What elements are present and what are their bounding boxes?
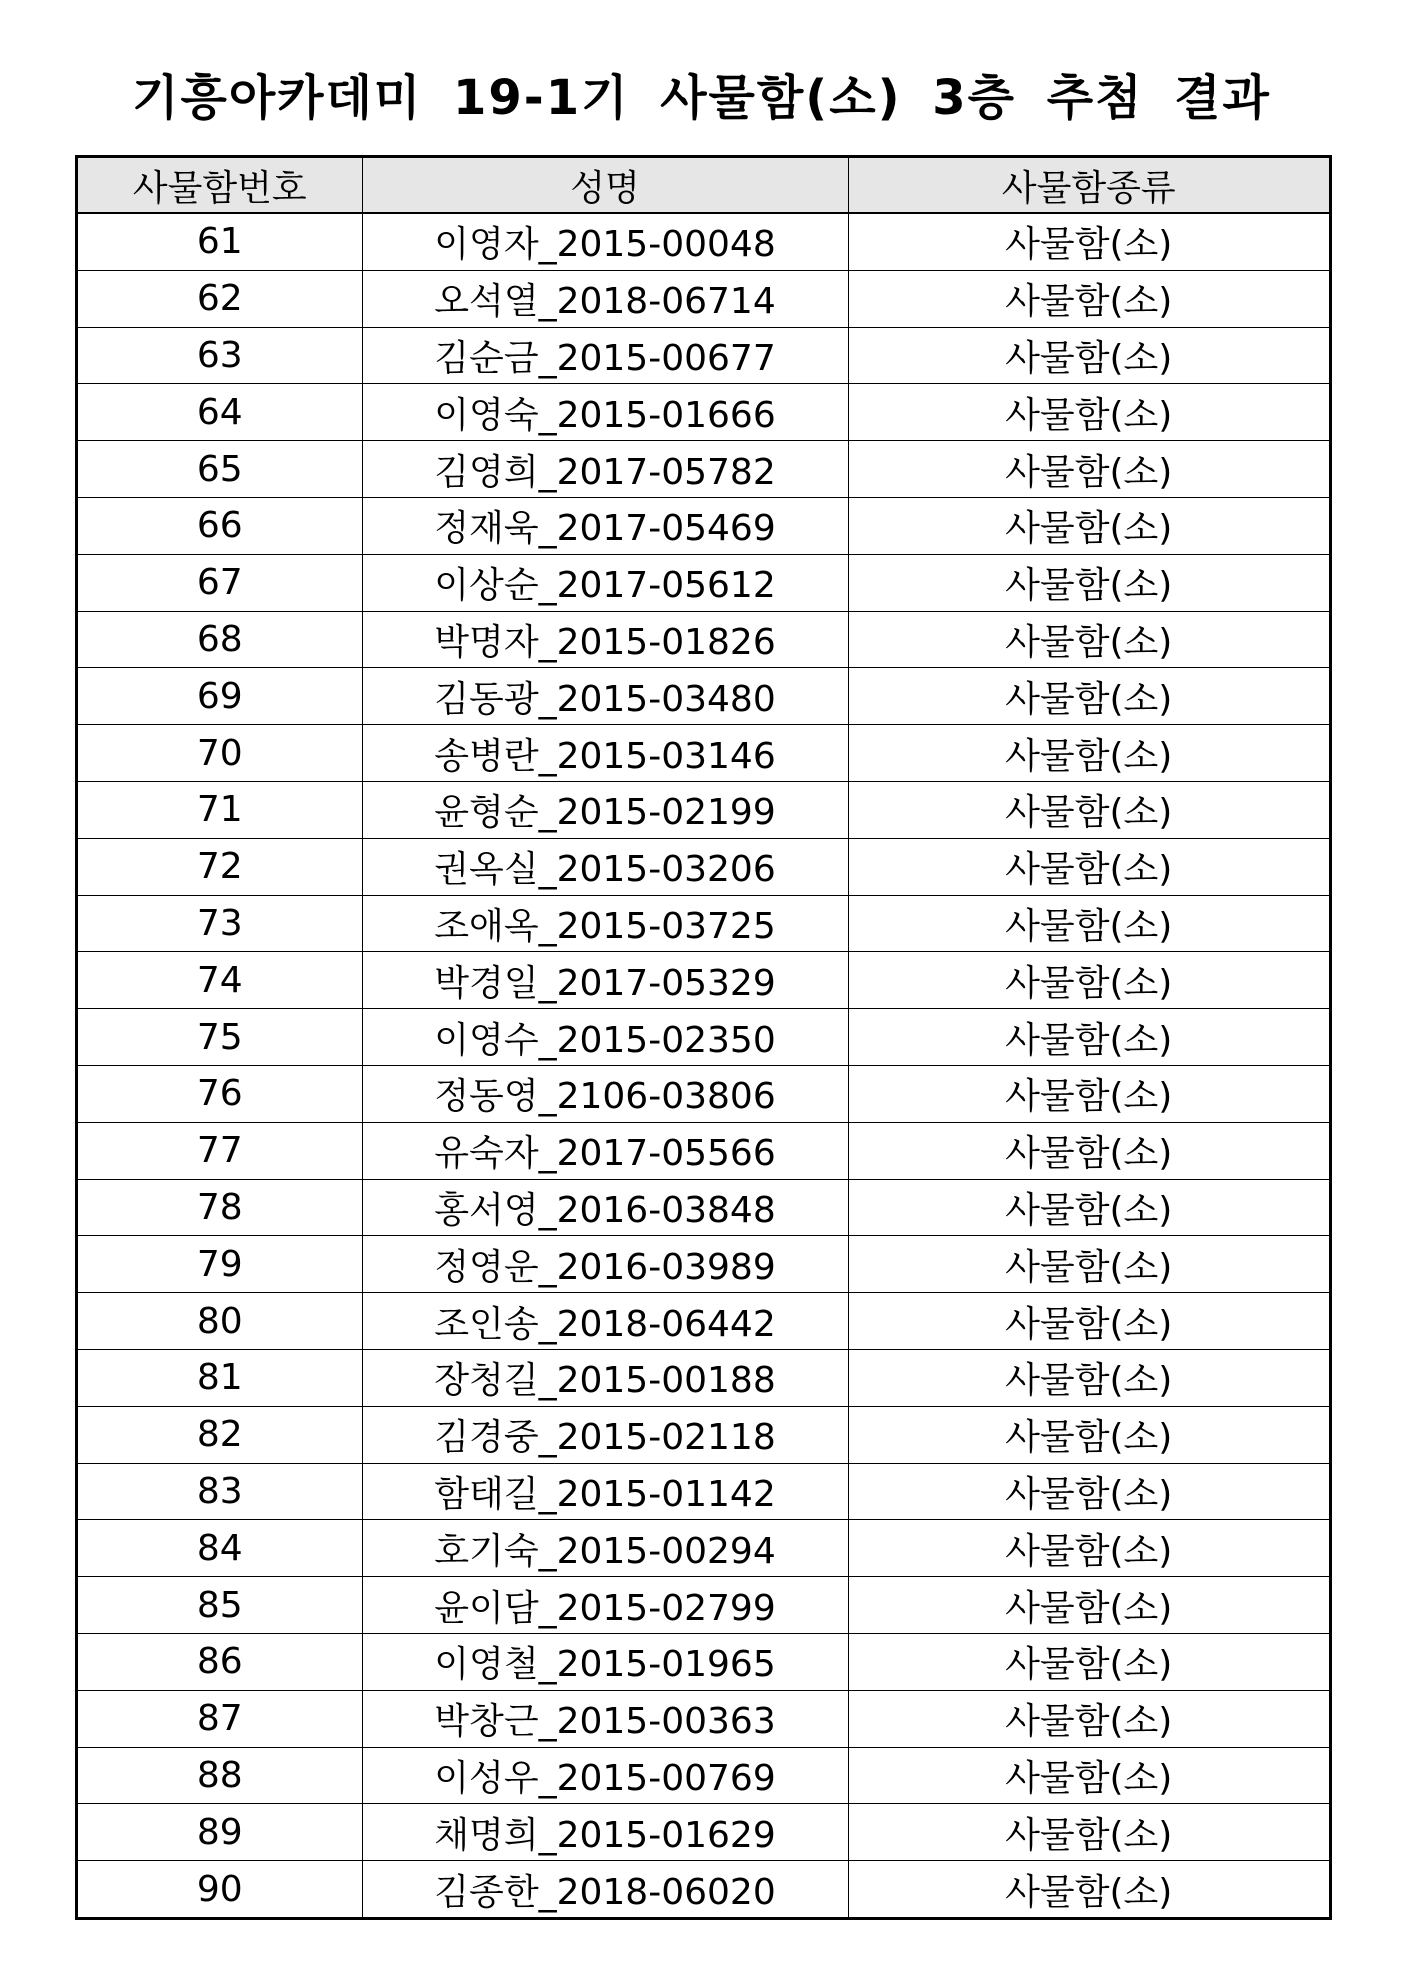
- table-row: [78, 441, 1329, 498]
- name-cell: 이영숙_2015-01666: [362, 384, 848, 441]
- locker-type-cell: 사물함(소): [848, 327, 1329, 384]
- table-row: [78, 1122, 1329, 1179]
- locker-number-cell: 82: [78, 1406, 362, 1463]
- table-row: [78, 1747, 1329, 1804]
- table-row: [78, 554, 1329, 611]
- name-cell: 김종한_2018-06020: [362, 1861, 848, 1917]
- table-row: [78, 1861, 1329, 1917]
- locker-number-cell: 79: [78, 1236, 362, 1293]
- name-cell: 윤이담_2015-02799: [362, 1577, 848, 1634]
- locker-type-cell: 사물함(소): [848, 725, 1329, 782]
- locker-type-cell: 사물함(소): [848, 1690, 1329, 1747]
- table-row: [78, 497, 1329, 554]
- name-cell: 이성우_2015-00769: [362, 1747, 848, 1804]
- table-row: [78, 1349, 1329, 1406]
- name-cell: 이영수_2015-02350: [362, 1009, 848, 1066]
- column-header-name: 성명: [362, 158, 848, 213]
- locker-type-cell: 사물함(소): [848, 952, 1329, 1009]
- locker-type-cell: 사물함(소): [848, 1804, 1329, 1861]
- locker-number-cell: 72: [78, 838, 362, 895]
- locker-type-cell: 사물함(소): [848, 1577, 1329, 1634]
- table-row: [78, 1804, 1329, 1861]
- locker-type-cell: 사물함(소): [848, 1179, 1329, 1236]
- name-cell: 송병란_2015-03146: [362, 725, 848, 782]
- table-row: [78, 1009, 1329, 1066]
- locker-number-cell: 74: [78, 952, 362, 1009]
- name-cell: 장청길_2015-00188: [362, 1349, 848, 1406]
- table-row: [78, 1065, 1329, 1122]
- name-cell: 호기숙_2015-00294: [362, 1520, 848, 1577]
- table-row: [78, 725, 1329, 782]
- table-row: [78, 384, 1329, 441]
- locker-type-cell: 사물함(소): [848, 1861, 1329, 1917]
- locker-table: [75, 155, 1332, 1920]
- locker-number-cell: 81: [78, 1349, 362, 1406]
- locker-type-cell: 사물함(소): [848, 1293, 1329, 1350]
- table-row: [78, 1690, 1329, 1747]
- table-row: [78, 1520, 1329, 1577]
- locker-number-cell: 63: [78, 327, 362, 384]
- name-cell: 이상순_2017-05612: [362, 554, 848, 611]
- locker-number-cell: 69: [78, 668, 362, 725]
- locker-type-cell: 사물함(소): [848, 441, 1329, 498]
- table-row: [78, 895, 1329, 952]
- locker-type-cell: 사물함(소): [848, 1349, 1329, 1406]
- locker-number-cell: 88: [78, 1747, 362, 1804]
- table-body: [78, 213, 1329, 1917]
- name-cell: 유숙자_2017-05566: [362, 1122, 848, 1179]
- name-cell: 정영운_2016-03989: [362, 1236, 848, 1293]
- locker-number-cell: 64: [78, 384, 362, 441]
- table-row: [78, 838, 1329, 895]
- locker-number-cell: 87: [78, 1690, 362, 1747]
- table-row: [78, 327, 1329, 384]
- locker-type-cell: 사물함(소): [848, 1122, 1329, 1179]
- table-row: [78, 1633, 1329, 1690]
- locker-type-cell: 사물함(소): [848, 1236, 1329, 1293]
- locker-number-cell: 61: [78, 213, 362, 270]
- locker-type-cell: 사물함(소): [848, 895, 1329, 952]
- name-cell: 오석열_2018-06714: [362, 270, 848, 327]
- name-cell: 정재욱_2017-05469: [362, 497, 848, 554]
- name-cell: 김순금_2015-00677: [362, 327, 848, 384]
- name-cell: 김영희_2017-05782: [362, 441, 848, 498]
- locker-type-cell: 사물함(소): [848, 1520, 1329, 1577]
- table-header-row: [78, 158, 1329, 213]
- name-cell: 박명자_2015-01826: [362, 611, 848, 668]
- locker-number-cell: 67: [78, 554, 362, 611]
- name-cell: 권옥실_2015-03206: [362, 838, 848, 895]
- column-header-locker-number: 사물함번호: [78, 158, 362, 213]
- locker-type-cell: 사물함(소): [848, 384, 1329, 441]
- table-row: [78, 213, 1329, 270]
- locker-type-cell: 사물함(소): [848, 1463, 1329, 1520]
- table-row: [78, 781, 1329, 838]
- locker-number-cell: 90: [78, 1861, 362, 1917]
- locker-type-cell: 사물함(소): [848, 781, 1329, 838]
- locker-number-cell: 66: [78, 497, 362, 554]
- locker-type-cell: 사물함(소): [848, 1065, 1329, 1122]
- locker-number-cell: 75: [78, 1009, 362, 1066]
- column-header-locker-type: 사물함종류: [848, 158, 1329, 213]
- page-title: 기흥아카데미 19-1기 사물함(소) 3층 추첨 결과: [132, 70, 1271, 126]
- table-row: [78, 1179, 1329, 1236]
- name-cell: 김동광_2015-03480: [362, 668, 848, 725]
- table-row: [78, 1236, 1329, 1293]
- table-row: [78, 270, 1329, 327]
- locker-number-cell: 84: [78, 1520, 362, 1577]
- name-cell: 정동영_2106-03806: [362, 1065, 848, 1122]
- locker-type-cell: 사물함(소): [848, 838, 1329, 895]
- table-row: [78, 1293, 1329, 1350]
- name-cell: 박경일_2017-05329: [362, 952, 848, 1009]
- locker-number-cell: 85: [78, 1577, 362, 1634]
- locker-number-cell: 76: [78, 1065, 362, 1122]
- name-cell: 조애옥_2015-03725: [362, 895, 848, 952]
- name-cell: 박창근_2015-00363: [362, 1690, 848, 1747]
- locker-type-cell: 사물함(소): [848, 554, 1329, 611]
- locker-type-cell: 사물함(소): [848, 497, 1329, 554]
- locker-type-cell: 사물함(소): [848, 270, 1329, 327]
- locker-type-cell: 사물함(소): [848, 1747, 1329, 1804]
- table-row: [78, 1577, 1329, 1634]
- table-row: [78, 668, 1329, 725]
- locker-number-cell: 86: [78, 1633, 362, 1690]
- name-cell: 함태길_2015-01142: [362, 1463, 848, 1520]
- locker-number-cell: 68: [78, 611, 362, 668]
- name-cell: 윤형순_2015-02199: [362, 781, 848, 838]
- table-row: [78, 1406, 1329, 1463]
- locker-number-cell: 71: [78, 781, 362, 838]
- table-row: [78, 1463, 1329, 1520]
- locker-number-cell: 70: [78, 725, 362, 782]
- name-cell: 이영철_2015-01965: [362, 1633, 848, 1690]
- locker-type-cell: 사물함(소): [848, 213, 1329, 270]
- locker-type-cell: 사물함(소): [848, 1009, 1329, 1066]
- locker-number-cell: 83: [78, 1463, 362, 1520]
- table-row: [78, 611, 1329, 668]
- name-cell: 홍서영_2016-03848: [362, 1179, 848, 1236]
- locker-type-cell: 사물함(소): [848, 1633, 1329, 1690]
- name-cell: 이영자_2015-00048: [362, 213, 848, 270]
- locker-number-cell: 89: [78, 1804, 362, 1861]
- locker-type-cell: 사물함(소): [848, 1406, 1329, 1463]
- locker-number-cell: 65: [78, 441, 362, 498]
- locker-number-cell: 77: [78, 1122, 362, 1179]
- locker-type-cell: 사물함(소): [848, 611, 1329, 668]
- locker-number-cell: 78: [78, 1179, 362, 1236]
- name-cell: 채명희_2015-01629: [362, 1804, 848, 1861]
- name-cell: 조인송_2018-06442: [362, 1293, 848, 1350]
- locker-number-cell: 73: [78, 895, 362, 952]
- name-cell: 김경중_2015-02118: [362, 1406, 848, 1463]
- locker-type-cell: 사물함(소): [848, 668, 1329, 725]
- table-row: [78, 952, 1329, 1009]
- locker-number-cell: 80: [78, 1293, 362, 1350]
- locker-number-cell: 62: [78, 270, 362, 327]
